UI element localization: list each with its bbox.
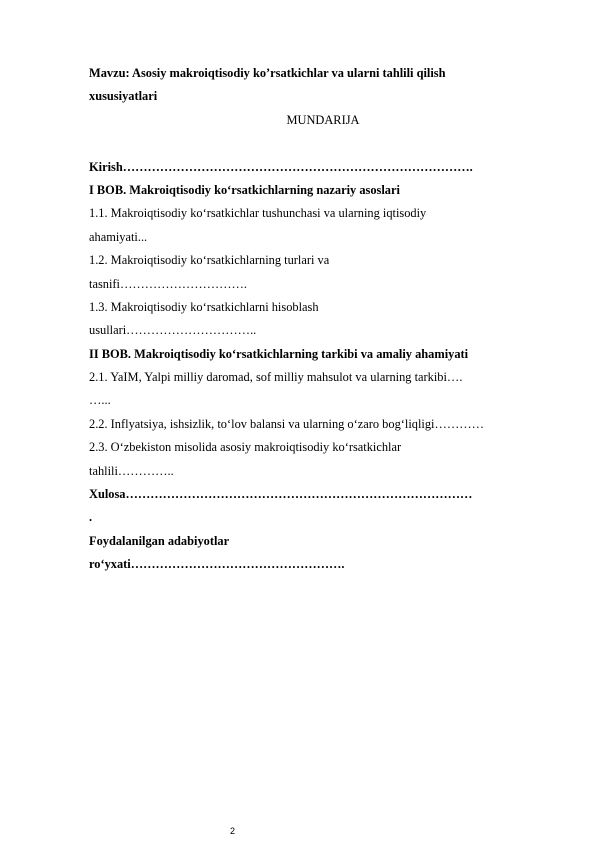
topic-line-2: xususiyatlari: [89, 89, 158, 104]
document-page: [89, 62, 541, 577]
toc-entry-2-1: 2.1. YaIM, Yalpi milliy daromad, sof milliy mahsulot va ularning tarkibi….: [89, 370, 463, 385]
toc-chapter-2-title: II BOB. Makroiqtisodiy ko‘rsatkichlarning tarkibi va amaliy ahamiyati: [89, 346, 469, 361]
toc-entry-conclusion-continued: .: [89, 510, 93, 525]
toc-entry-1-2: 1.2. Makroiqtisodiy ko‘rsatkichlarning turlari va: [89, 253, 330, 268]
toc-entry-1-2-continued: tasnifi………………………….: [89, 276, 247, 291]
toc-entry-1-3: 1.3. Makroiqtisodiy ko‘rsatkichlarni hisoblash: [89, 299, 319, 314]
toc-entry-1-1: 1.1. Makroiqtisodiy ko‘rsatkichlar tushunchasi va ularning iqtisodiy: [89, 206, 427, 221]
toc-entry-references-continued: ro‘yxati…………………………………………….: [89, 557, 345, 572]
topic-line-1: Mavzu: Asosiy makroiqtisodiy ko’rsatkichlar va ularni tahlili qilish: [89, 66, 446, 80]
toc-entry-conclusion: Xulosa…………………………………………………………………………: [89, 487, 473, 502]
toc-entry-2-3-continued: tahlili…………..: [89, 463, 174, 478]
page-number: 2: [230, 826, 236, 836]
toc-entry-2-3: 2.3. O‘zbekiston misolida asosiy makroiqtisodiy ko‘rsatkichlar: [89, 440, 402, 455]
toc-entry-1-3-continued: usullari…………………………..: [89, 323, 257, 338]
toc-chapter-1-title: I BOB. Makroiqtisodiy ko‘rsatkichlarning nazariy asoslari: [89, 182, 400, 197]
toc-entry-2-2: 2.2. Inflyatsiya, ishsizlik, to‘lov balansi va ularning o‘zaro bog‘liqligi…………: [89, 416, 485, 431]
toc-entry-intro: Kirish………………………………………………………………………….: [89, 159, 473, 174]
toc-entry-2-1-continued: …...: [89, 393, 111, 408]
blank-line: [89, 132, 541, 155]
toc-entry-1-1-continued: ahamiyati...: [89, 229, 148, 244]
toc-entry-references: Foydalanilgan adabiyotlar: [89, 533, 230, 548]
toc-heading: MUNDARIJA: [286, 112, 360, 127]
